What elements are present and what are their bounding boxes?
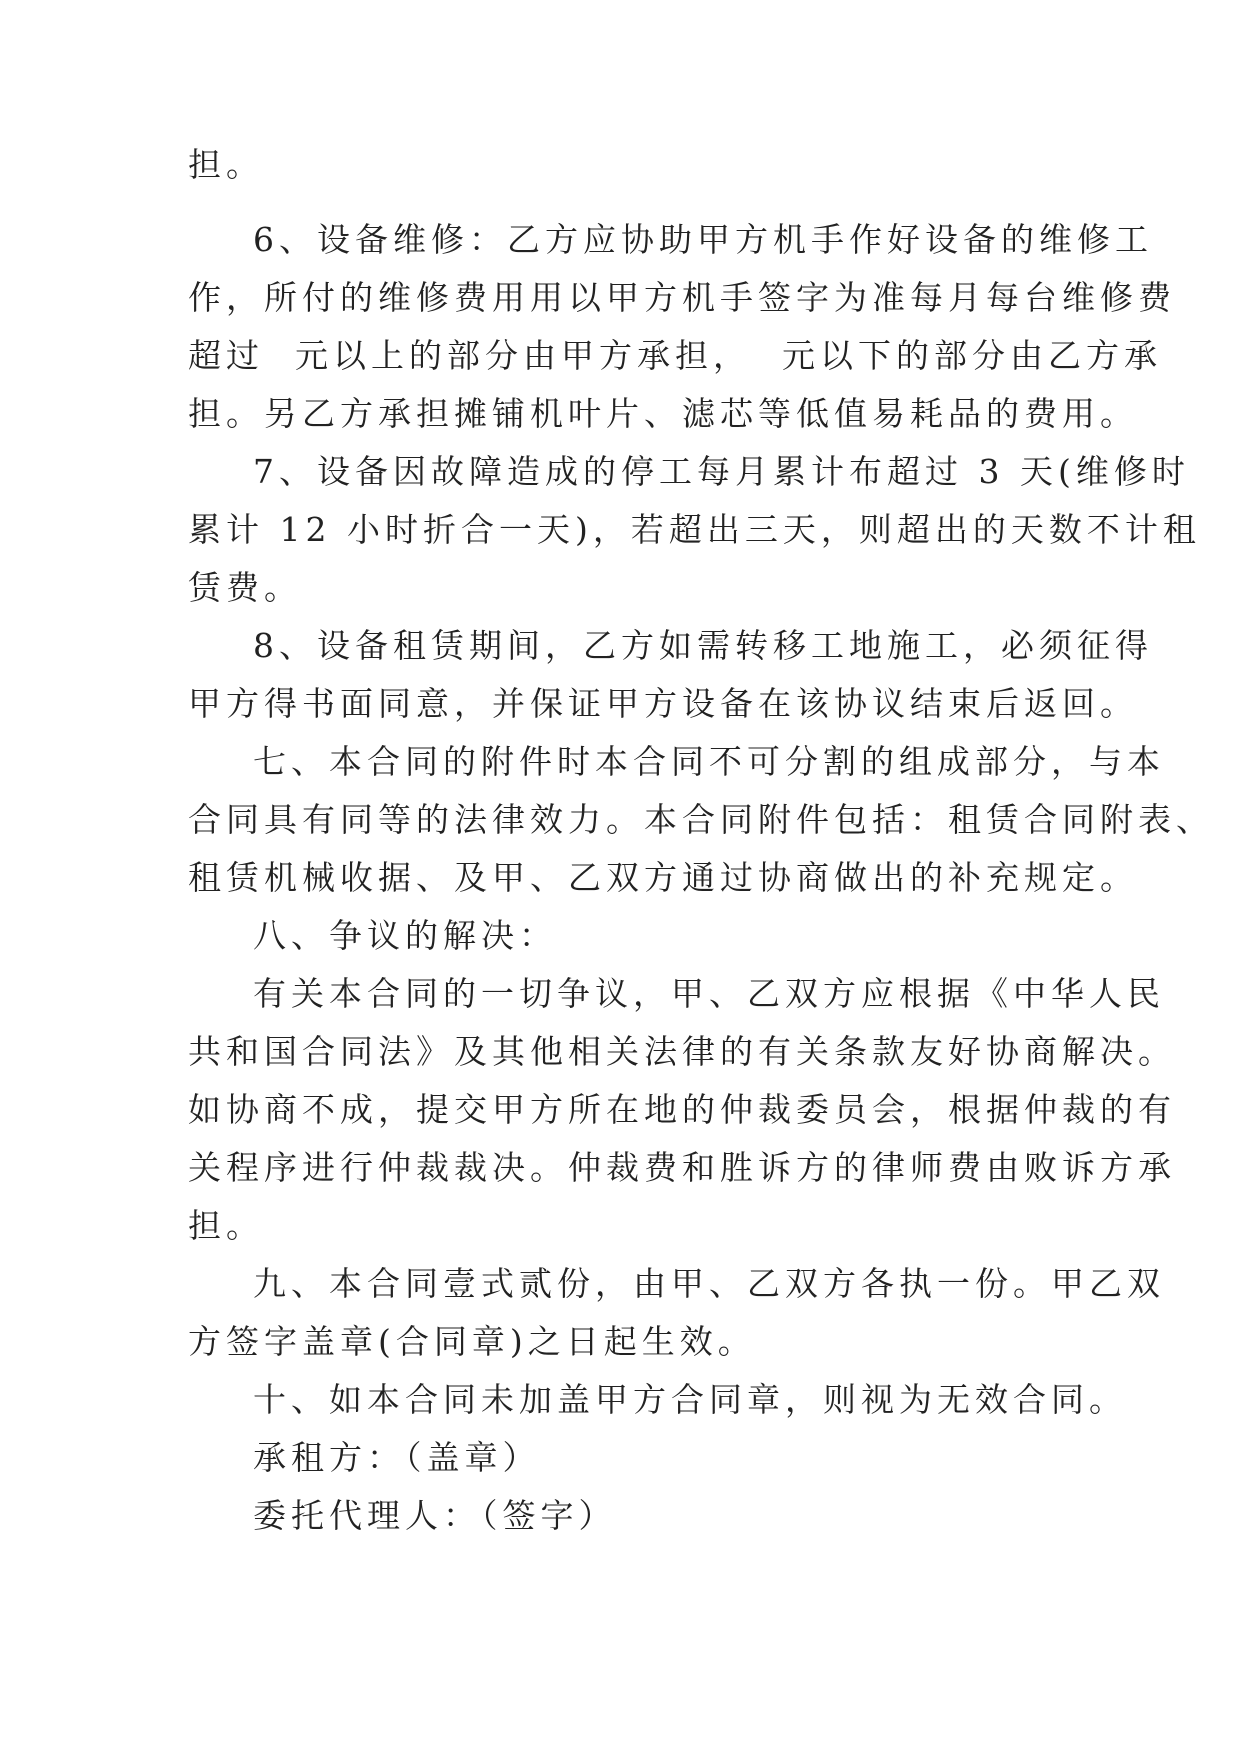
line-24: 委托代理人：（签字） [253, 1496, 617, 1535]
line-22: 十、如本合同未加盖甲方合同章，则视为无效合同。 [253, 1380, 1127, 1419]
line-19: 担。 [188, 1206, 264, 1245]
line-8: 赁费。 [188, 568, 302, 607]
line-20: 九、本合同壹式贰份，由甲、乙双方各执一份。甲乙双 [253, 1264, 1165, 1303]
line-6: 7、设备因故障造成的停工每月累计布超过 3 天(维修时 [253, 452, 1190, 491]
line-17: 如协商不成，提交甲方所在地的仲裁委员会，根据仲裁的有 [188, 1090, 1176, 1129]
line-23: 承租方：（盖章） [253, 1438, 541, 1477]
line-11: 七、本合同的附件时本合同不可分割的组成部分，与本 [253, 742, 1165, 781]
line-21: 方签字盖章(合同章)之日起生效。 [188, 1322, 756, 1361]
line-12: 合同具有同等的法律效力。本合同附件包括：租赁合同附表、 [188, 800, 1214, 839]
line-10: 甲方得书面同意，并保证甲方设备在该协议结束后返回。 [188, 684, 1138, 723]
line-3: 作，所付的维修费用用以甲方机手签字为准每月每台维修费 [188, 278, 1176, 317]
line-5: 担。另乙方承担摊铺机叶片、滤芯等低值易耗品的费用。 [188, 394, 1138, 433]
line-1: 担。 [188, 145, 264, 184]
line-2: 6、设备维修：乙方应协助甲方机手作好设备的维修工 [253, 220, 1153, 259]
line-16: 共和国合同法》及其他相关法律的有关条款友好协商解决。 [188, 1032, 1176, 1071]
line-9: 8、设备租赁期间，乙方如需转移工地施工，必须征得 [253, 626, 1153, 665]
line-13: 租赁机械收据、及甲、乙双方通过协商做出的补充规定。 [188, 858, 1138, 897]
line-7: 累计 12 小时折合一天)，若超出三天，则超出的天数不计租 [188, 510, 1201, 549]
line-4: 超过 元以上的部分由甲方承担， 元以下的部分由乙方承 [188, 336, 1162, 375]
line-14: 八、争议的解决： [253, 916, 557, 955]
line-18: 关程序进行仲裁裁决。仲裁费和胜诉方的律师费由败诉方承 [188, 1148, 1176, 1187]
line-15: 有关本合同的一切争议，甲、乙双方应根据《中华人民 [253, 974, 1165, 1013]
